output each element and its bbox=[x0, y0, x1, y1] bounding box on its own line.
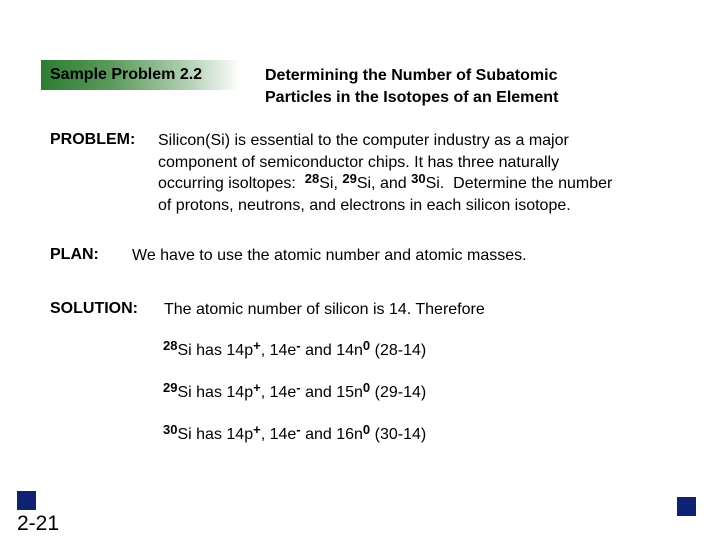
result-neutrons: and 16n bbox=[305, 426, 363, 443]
isotope-result-29 bbox=[163, 380, 427, 402]
previous-slide-button[interactable] bbox=[17, 491, 36, 510]
problem-line-2: component of semiconductor chips. It has three naturally bbox=[158, 153, 560, 171]
result-protons: has 14p bbox=[196, 384, 254, 401]
isotope-symbol: Si bbox=[319, 175, 334, 192]
problem-label: PROBLEM: bbox=[50, 131, 136, 148]
result-calc: (29-14) bbox=[374, 384, 427, 401]
result-symbol: Si bbox=[177, 426, 192, 443]
solution-label: SOLUTION: bbox=[50, 300, 138, 317]
isotope-mass-29: 29 bbox=[342, 171, 357, 186]
result-calc: (28-14) bbox=[374, 342, 427, 359]
result-mass: 30 bbox=[163, 422, 178, 437]
result-protons: has 14p bbox=[196, 426, 254, 443]
problem-text bbox=[158, 130, 612, 216]
result-electrons: , 14e bbox=[260, 426, 297, 443]
result-neutrons: and 14n bbox=[305, 342, 363, 359]
isotope-separator: . bbox=[439, 175, 445, 192]
problem-line-3 bbox=[158, 173, 612, 195]
result-protons-sup: + bbox=[253, 422, 261, 437]
problem-title-line-2: Particles in the Isotopes of an Element bbox=[265, 89, 559, 106]
problem-line-1: Silicon(Si) is essential to the computer industry as a major bbox=[158, 132, 569, 149]
result-electrons-sup: - bbox=[296, 380, 301, 395]
isotope-symbol: Si bbox=[356, 175, 372, 192]
isotope-mass-28: 28 bbox=[304, 171, 320, 186]
problem-line-3-suffix: Determine the number bbox=[453, 175, 613, 192]
problem-title bbox=[265, 65, 645, 109]
result-electrons-sup: - bbox=[296, 338, 301, 353]
isotope-symbol: Si bbox=[425, 175, 440, 192]
result-protons-sup: + bbox=[253, 380, 261, 395]
result-neutrons-sup: 0 bbox=[362, 338, 371, 353]
problem-line-4: of protons, neutrons, and electrons in each silicon isotope. bbox=[158, 196, 571, 214]
result-neutrons: and 15n bbox=[305, 384, 363, 401]
result-protons-sup: + bbox=[253, 338, 261, 353]
result-electrons: , 14e bbox=[260, 342, 297, 359]
result-mass: 28 bbox=[163, 338, 178, 353]
result-electrons: , 14e bbox=[260, 384, 297, 401]
isotope-mass-30: 30 bbox=[411, 171, 426, 186]
slide-number: 2-21 bbox=[17, 512, 60, 535]
result-electrons-sup: - bbox=[296, 422, 301, 437]
isotope-separator: , bbox=[333, 175, 338, 192]
isotope-result-30 bbox=[163, 422, 427, 444]
next-slide-button[interactable] bbox=[677, 497, 696, 516]
problem-line-3-prefix: occurring isoltopes: bbox=[158, 175, 296, 192]
result-mass: 29 bbox=[163, 380, 178, 395]
sample-problem-label: Sample Problem 2.2 bbox=[50, 66, 203, 83]
isotope-separator: , and bbox=[371, 175, 407, 192]
isotope-result-28 bbox=[163, 338, 427, 360]
result-symbol: Si bbox=[177, 342, 192, 359]
result-calc: (30-14) bbox=[374, 426, 427, 443]
result-protons: has 14p bbox=[196, 342, 254, 359]
result-symbol: Si bbox=[177, 384, 192, 401]
problem-title-line-1: Determining the Number of Subatomic bbox=[265, 67, 558, 84]
plan-text: We have to use the atomic number and atomic masses. bbox=[132, 247, 527, 264]
plan-label: PLAN: bbox=[50, 246, 99, 263]
result-neutrons-sup: 0 bbox=[362, 380, 371, 395]
result-neutrons-sup: 0 bbox=[362, 422, 371, 437]
solution-text: The atomic number of silicon is 14. Therefore bbox=[164, 301, 485, 318]
